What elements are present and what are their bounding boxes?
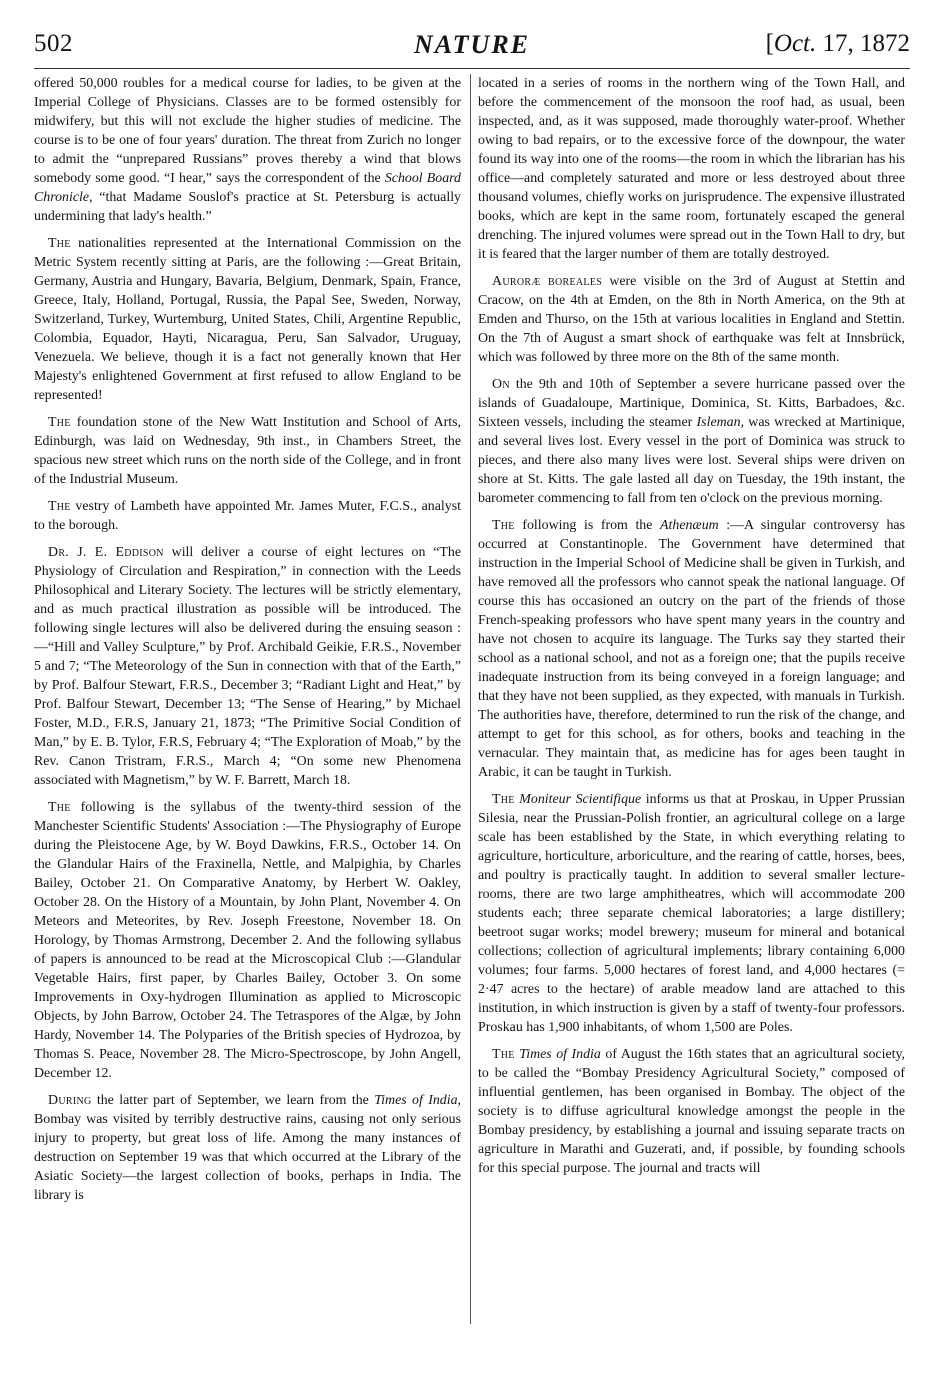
lead-word: Auroræ boreales <box>492 274 603 289</box>
issue-date-rest: 17, 1872 <box>816 30 910 57</box>
paragraph <box>34 543 461 790</box>
text: Bombay was visited by terribly destructive rains, causing not only serious injury to property, but great loss of life. Among the many instances of destruction on September 19 was that which occurred at the Library of the Asiatic Society—the largest collection of books, perhaps in India. The library is <box>34 1112 461 1203</box>
text: :—A singular controversy has occurred at Constantinople. The Government have determined that instruction in the Imperial School of Medicine shall be given in Turkish, and have removed all the professors who cannot speak the national language. Of course this has occasioned an outcry on the part of the friends of those French-speaking professors who have spent many years in the country and have not chosen to acquire its language. The Turks say they started their school as a national school, and not as a foreign one; that the pupils receive inadequate instruction from its being conveyed in a foreign language; and that they have not been supplied, as they expected, with manuals in Turkish. The authorities have, therefore, determined to run the risk of the change, and attempt to get for this school, as for others, books and teaching in the vernacular. They maintain that, as medicine has for ages been taught in Arabic, it can be taught in Turkish. <box>478 518 905 780</box>
left-column <box>34 74 461 1334</box>
lead-word: The <box>48 415 71 430</box>
text: informs us that at Proskau, in Upper Prussian Silesia, near the Prussian-Polish frontier, an agricultural college on a large scale has been established by the State, in which everything relating to agriculture, horticulture, arboriculture, and the rearing of cattle, horses, bees, and poultry is practically taught. In addition to several smaller lecture-rooms, there are two large amphitheatres, which will accommodate 200 students each; three separate chemical laboratories; a large distillery; beetroot sugar works; model brewery; museum for mineral and botanical collections; collection of agricultural implements; library containing 6,000 volumes; four farms. 5,000 hectares of forest land, and 4,000 hectares (= 2·47 acres to the hectare) of arable meadow land are attached to this institution, in which instruction is given by a staff of twenty-four professors. Proskau has 1,900 inhabitants, of whom 1,500 are Poles. <box>478 792 905 1035</box>
header-rule <box>34 68 910 69</box>
text: “that Madame Souslof's practice at St. Petersburg is actually undermining that lady's health.” <box>34 190 461 224</box>
lead-word: The <box>48 236 71 251</box>
lead-word: The <box>48 499 71 514</box>
paragraph <box>478 74 905 264</box>
paragraph <box>478 272 905 367</box>
right-column <box>478 74 905 1334</box>
text: the 9th and 10th of September a severe hurricane passed over the islands of Guadaloupe, Martinique, Dominica, St. Kitts, Barbadoes, &c. Sixteen vessels, including the steamer <box>478 377 905 430</box>
text: foundation stone of the New Watt Institution and School of Arts, Edinburgh, was laid on Wednesday, 9th inst., in Chambers Street, the spacious new street which runs on the north side of the College, and in front of the Industrial Museum. <box>34 415 461 487</box>
publication-title: School Board Chronicle, <box>34 171 461 205</box>
text: vestry of Lambeth have appointed Mr. James Muter, F.C.S., analyst to the borough. <box>34 499 461 533</box>
ship-name: Isleman, <box>696 415 744 430</box>
publication-title: Times of India, <box>374 1093 461 1108</box>
paragraph <box>478 516 905 782</box>
publication-title: Moniteur Scientifique <box>519 792 642 807</box>
journal-title: NATURE <box>413 30 531 59</box>
paragraph <box>34 413 461 489</box>
paragraph <box>34 234 461 405</box>
lead-word: On <box>492 377 510 392</box>
page-number: 502 <box>34 30 73 57</box>
text: of August the 16th states that an agricultural society, to be called the “Bombay Presidency Agricultural Society,” composed of influential gentlemen, has been organised in Bombay. The object of the society is to diffuse agricultural knowledge amongst the people in the Bombay presidency, by establishing a journal and issuing separate tracts on agriculture in Marathi and Guzerati, and, if possible, by founding schools for this special purpose. The journal and tracts will <box>478 1047 905 1176</box>
paragraph <box>478 375 905 508</box>
text: was wrecked at Martinique, and several lives lost. Every vessel in the port of Dominica was struck to pieces, and there also many lives were lost. Several ships were driven on shore at St. Kitts. The gale lasted all day on Tuesday, the 19th instant, the barometer commencing to fall from ten o'clock on the previous morning. <box>478 415 905 506</box>
text: will deliver a course of eight lectures on “The Physiology of Circulation and Respiration,” in connection with the Leeds Philosophical and Literary Society. The lectures will be strictly elementary, and as much practical illustration as possible will be introduced. The following single lectures will also be delivered during the ensuing season :—“Hill and Valley Sculpture,” by Prof. Archibald Geikie, F.R.S., November 5 and 7; “The Meteorology of the Sun in connection with that of the Earth,” by Prof. Balfour Stewart, F.R.S., December 3; “Radiant Light and Heat,” by Prof. Balfour Stewart, December 13; “The Sense of Hearing,” by Michael Foster, M.D., F.R.S, January 21, 1873; “The Primitive Social Condition of Man,” by E. B. Tylor, F.R.S, February 4; “The Exploration of Moab,” by the Rev. Canon Tristram, F.R.S., March 4; “On some new Phenomena associated with Magnetism,” by W. F. Barrett, March 18. <box>34 545 461 788</box>
column-divider <box>470 74 471 1324</box>
paragraph <box>478 790 905 1037</box>
paragraph <box>34 798 461 1083</box>
lead-word: Dr. J. E. Eddison <box>48 545 164 560</box>
text: located in a series of rooms in the northern wing of the Town Hall, and before the commencement of the monsoon the roof had, as usual, been inspected, and, as it was supposed, made thoroughly water-proof. Whether owing to bad repairs, or to the excessive force of the downpour, the water found its way into one of the rooms—the room in which the librarian has his office—and completely saturated and more or less destroyed about three thousand volumes, chiefly works on jurisprudence. The expensive illustrated books, which are kept in the same room, fortunately escaped the general drenching. The injured volumes were spread out in the Town Hall to dry, but it is feared that the larger number of them are totally destroyed. <box>478 76 905 262</box>
lead-word: The <box>48 800 71 815</box>
publication-title: Athenæum <box>660 518 719 533</box>
issue-date-month: Oct. <box>773 30 817 57</box>
text: offered 50,000 roubles for a medical course for ladies, to be given at the Imperial College of Physicians. Classes are to be formed ostensibly for midwifery, but this will not exclude the higher studies of medicine. The course is to be one of four years' duration. The threat from Zurich no longer to admit the “unprepared Russians” proves thereby a wind that blows somebody some good. “I hear,” says the correspondent of the <box>34 76 461 186</box>
page-header <box>34 30 910 60</box>
lead-word: The <box>492 792 515 807</box>
lead-word: The <box>492 518 515 533</box>
lead-word: During <box>48 1093 92 1108</box>
text: nationalities represented at the International Commission on the Metric System recently sitting at Paris, are the following :—Great Britain, Germany, Austria and Hungary, Bavaria, Belgium, Denmark, Spain, France, Greece, Italy, Holland, Portugal, Russia, the Papal See, Sweden, Norway, Switzerland, Turkey, Wurtemburg, United States, Chili, Argentine Republic, Colombia, Equador, Hayti, Nicaragua, Peru, San Salvador, Uruguay, Venezuela. We believe, though it is a fact not generally known that Her Majesty's enlightened Government at first refused to allow England to be represented! <box>34 236 461 403</box>
publication-title: Times of India <box>519 1047 601 1062</box>
paragraph <box>34 1091 461 1205</box>
paragraph <box>34 74 461 226</box>
paragraph <box>478 1045 905 1178</box>
paragraph <box>34 497 461 535</box>
text: following is the syllabus of the twenty-third session of the Manchester Scientific Students' Association :—The Physiography of Europe during the Pleistocene Age, by W. Boyd Dawkins, F.R.S., October 14. On the Glandular Hairs of the Fraxinella, Nettle, and Malpighia, by Charles Bailey, October 21. On Comparative Anatomy, by Herbert W. Oakley, October 28. On the History of a Mountain, by John Plant, November 4. On Meteors and Meteorites, by Rev. Joseph Freestone, November 18. On Horology, by Thomas Armstrong, December 2. And the following syllabus of papers is announced to be read at the Microscopical Club :—Glandular Vegetable Hairs, first paper, by Charles Bailey, October 3. On some Improvements in Oxy-hydrogen Illumination as applied to Microscopic Objects, by John Barrow, October 24. The Tetraspores of the Algæ, by John Hardy, November 14. The Polyparies of the British species of Hydrozoa, by Thomas S. Peace, November 28. The Micro-Spectroscope, by John Angell, December 12. <box>34 800 461 1081</box>
text: following is from the <box>514 518 661 533</box>
text: the latter part of September, we learn from the <box>91 1093 375 1108</box>
lead-word: The <box>492 1047 515 1062</box>
text: were visible on the 3rd of August at Stettin and Cracow, on the 4th at Emden, on the 8th in North America, on the 9th at Emden and Thurso, on the 15th at various localities in England and Stettin. On the 7th of August a smart shock of earthquake was felt at Innsbrück, which was followed by three more on the 8th of the same month. <box>478 274 905 365</box>
issue-date: [Oct. 17, 1872 <box>765 30 910 57</box>
